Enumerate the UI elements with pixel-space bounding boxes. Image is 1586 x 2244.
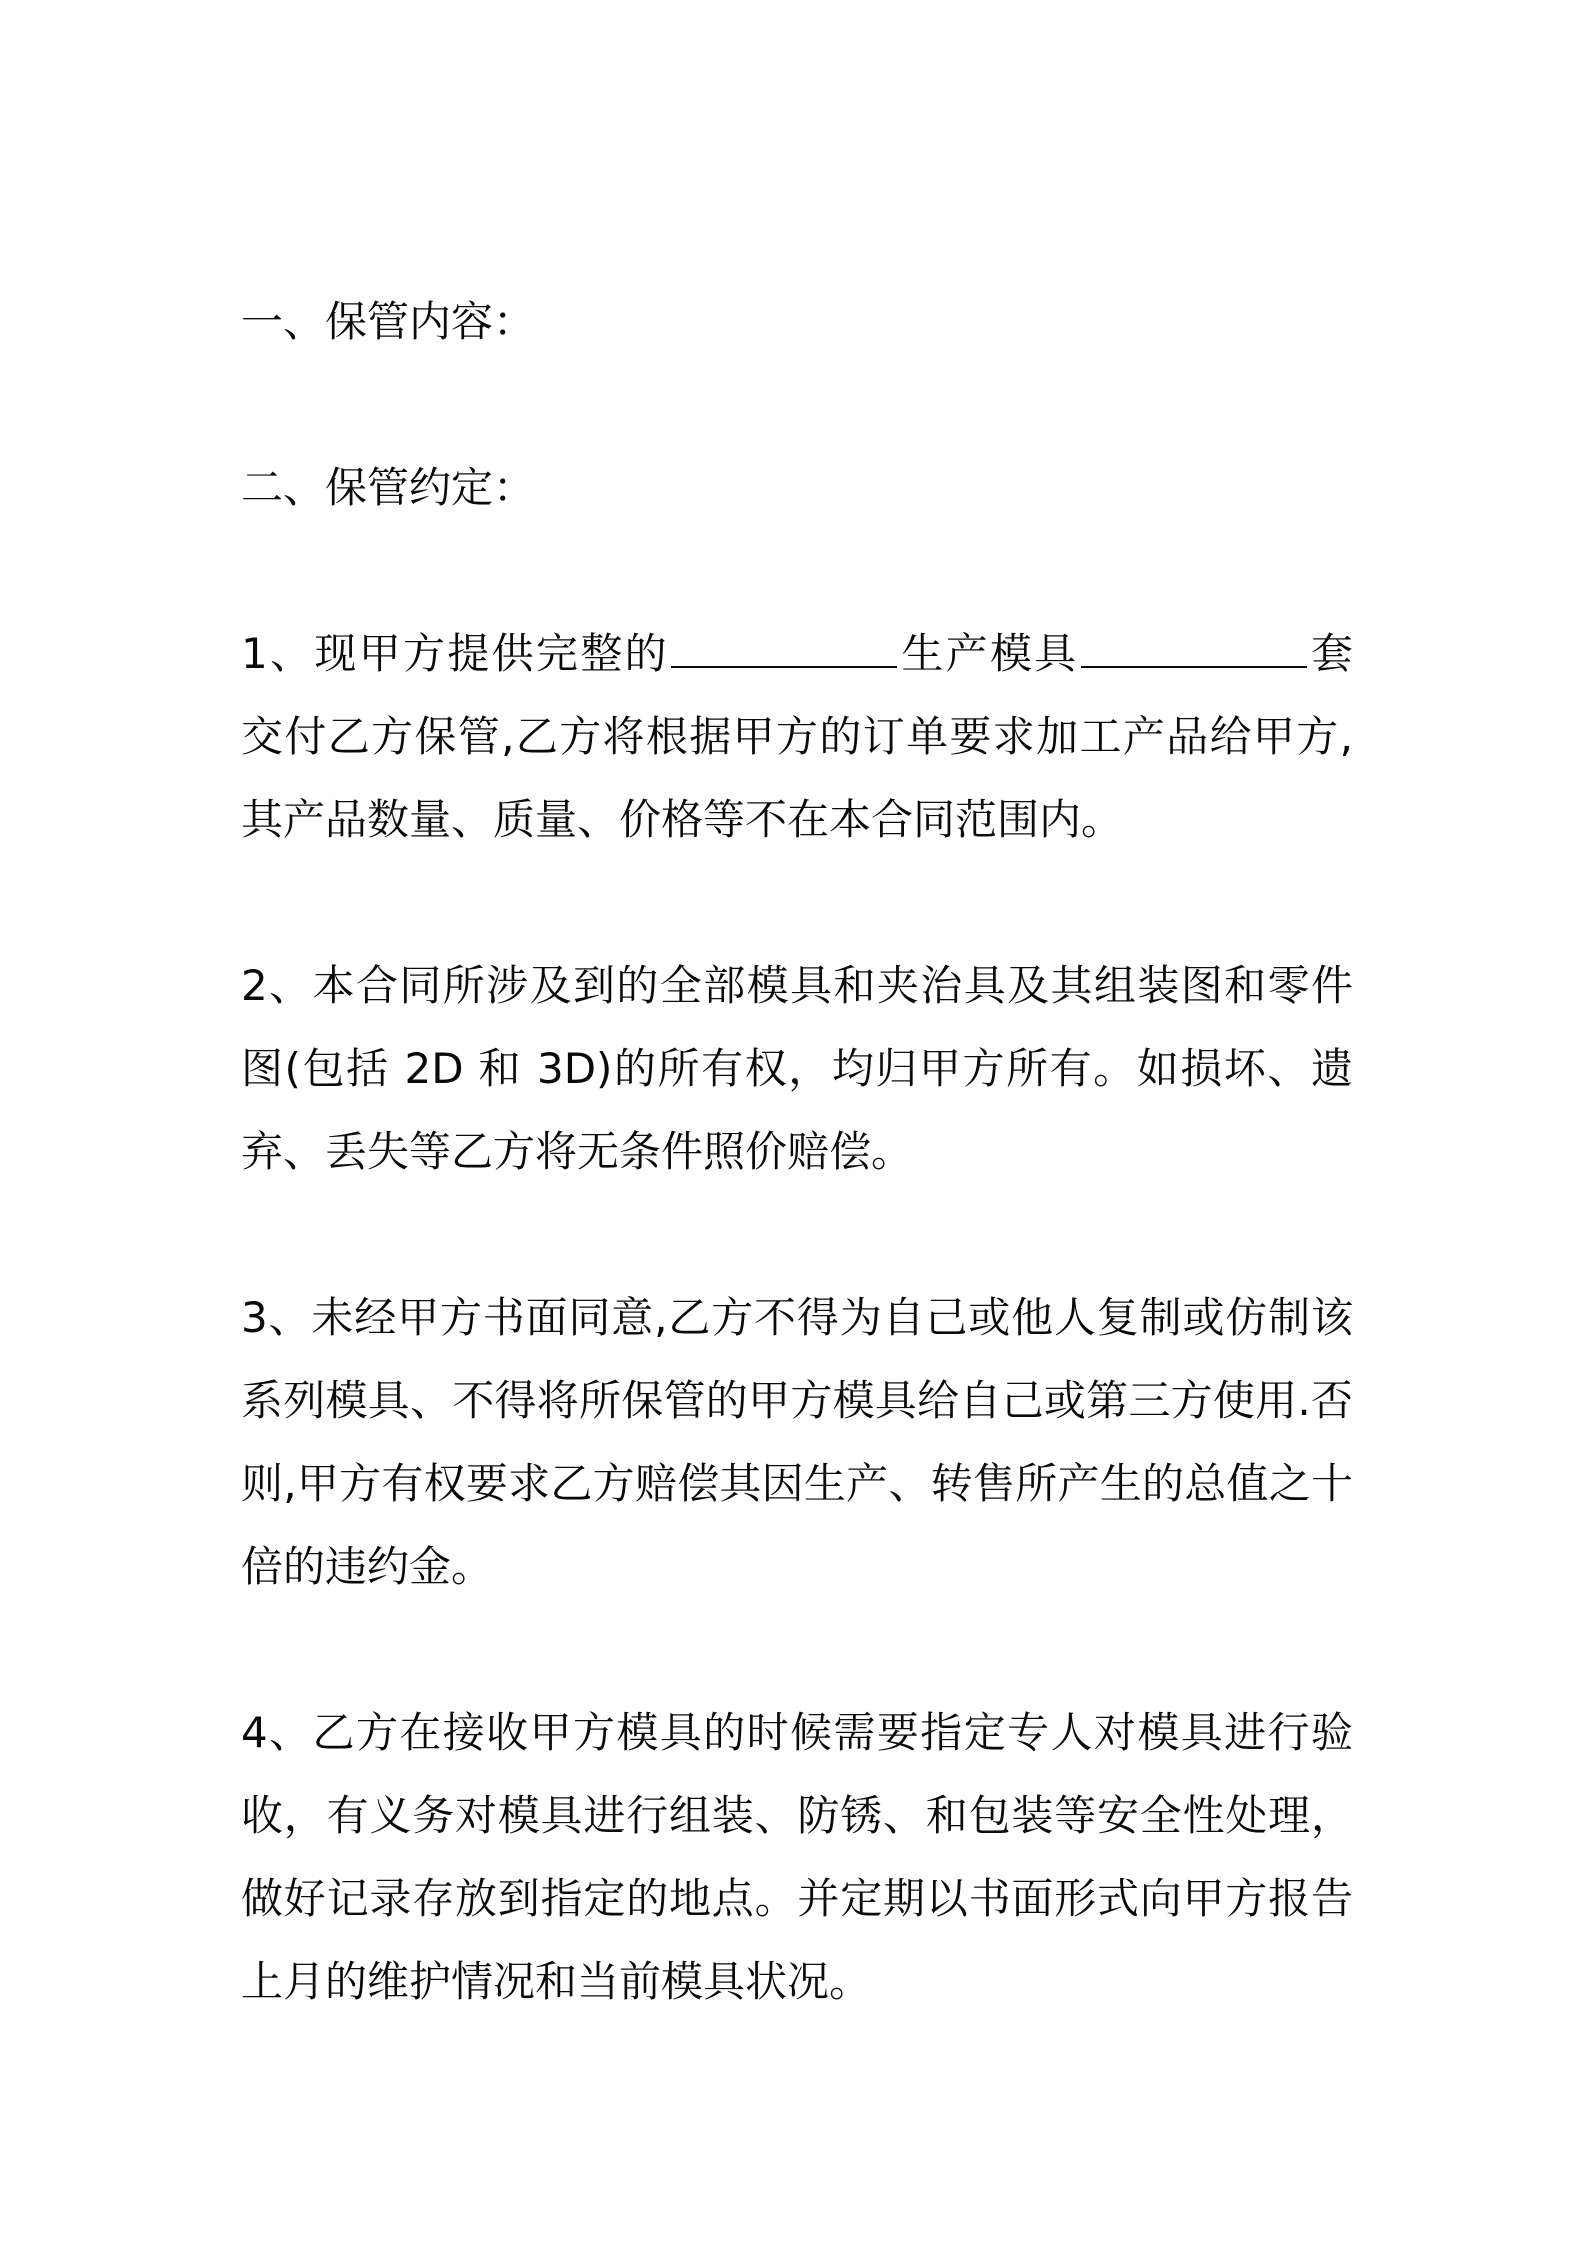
product-name-blank (671, 620, 897, 668)
document-body (241, 280, 1353, 2023)
clause-3: 3、未经甲方书面同意,乙方不得为自己或他人复制或仿制该系列模具、不得将所保管的甲方模具给自己或第三方使用.否则,甲方有权要求乙方赔偿其因生产、转售所产生的总值之十倍的违约金。 (241, 1293, 1353, 1591)
clause-4: 4、乙方在接收甲方模具的时候需要指定专人对模具进行验收，有义务对模具进行组装、防锈、和包装等安全性处理，做好记录存放到指定的地点。并定期以书面形式向甲方报告上月的维护情况和当前模具状况。 (241, 1708, 1353, 2006)
clause-1-text-a: 1、现甲方提供完整的 (241, 629, 669, 678)
clause-1 (241, 612, 1353, 861)
clause-1-text-c: 套交付乙方保管,乙方将根据甲方的订单要求加工产品给甲方,其产品数量、质量、价格等不在本合同范围内。 (241, 629, 1353, 844)
clause-2: 2、本合同所涉及到的全部模具和夹治具及其组装图和零件图(包括 2D 和 3D)的所有权，均归甲方所有。如损坏、遗弃、丢失等乙方将无条件照价赔偿。 (241, 961, 1353, 1176)
clause-1-text-b: 生产模具 (899, 629, 1079, 678)
section-heading-storage-content: 一、保管内容： (241, 297, 536, 346)
section-heading-storage-agreement: 二、保管约定： (241, 463, 536, 512)
mold-quantity-blank (1081, 620, 1307, 668)
